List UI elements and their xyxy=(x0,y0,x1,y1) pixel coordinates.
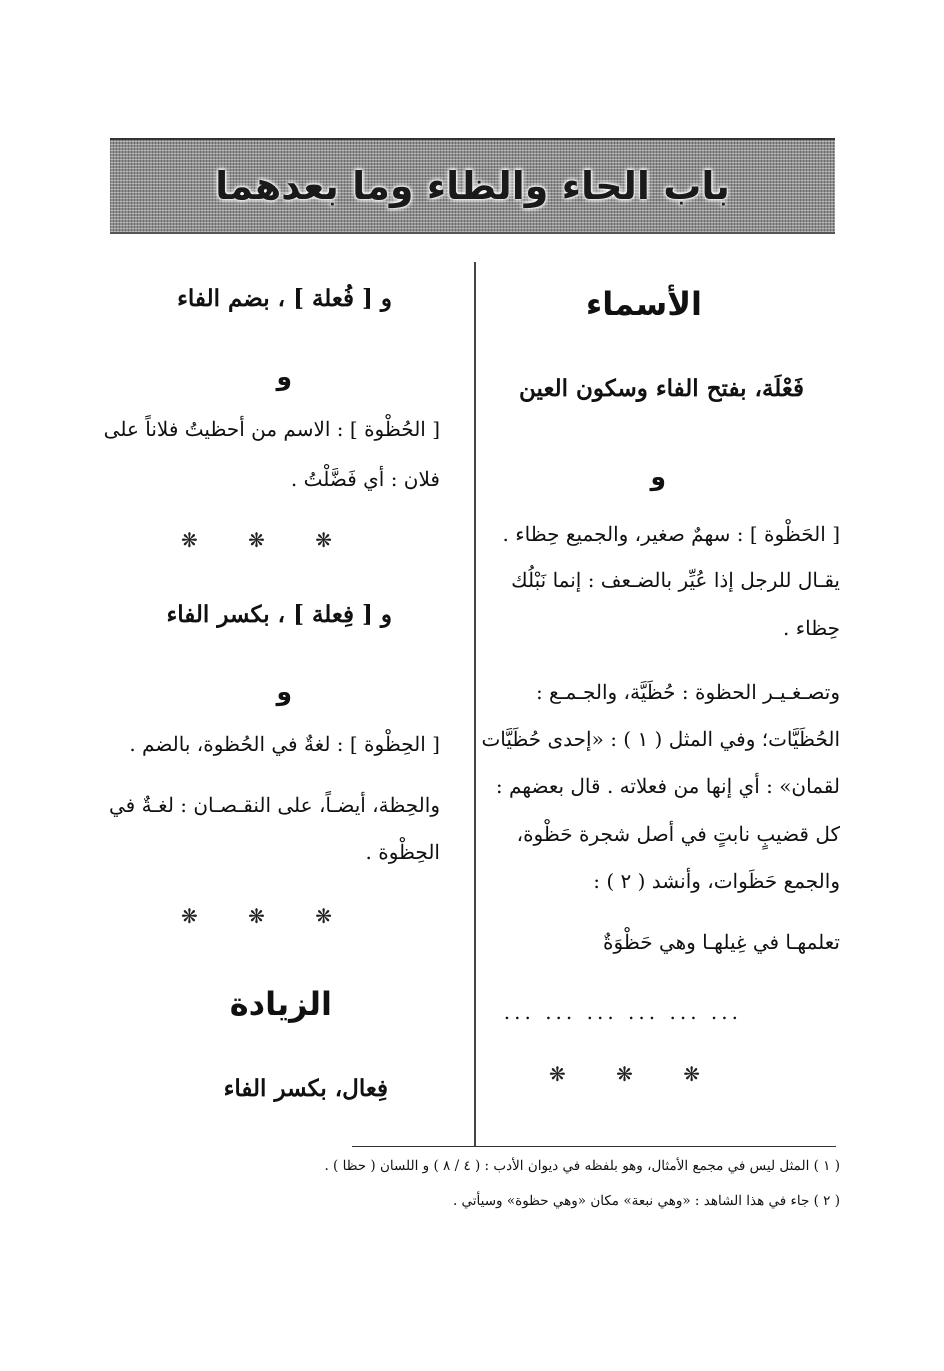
verse-line: تعلمهـا في غِيلهـا وهي حَظْوَةٌ xyxy=(603,930,840,954)
text-line: لقمان» : أي إنها من فعلاته . قال بعضهم : xyxy=(495,774,840,798)
section-separator-stars: ❋ ❋ ❋ xyxy=(549,1062,722,1086)
subheading-fila: و [ فِعلة ] ، بكسر الفاء xyxy=(166,601,392,628)
column-divider xyxy=(474,262,476,1147)
subheading-fula: و [ فُعلة ] ، بضم الفاء xyxy=(177,285,392,312)
section-separator-stars: ❋ ❋ ❋ xyxy=(181,528,354,552)
footnote-1: ( ١ ) المثل ليس في مجمع الأمثال، وهو بلفظه في ديوان الأدب : ( ٤ / ٨ ) و اللسان ( حظا ) . xyxy=(324,1158,840,1174)
text-line: الحِظْوة . xyxy=(365,840,440,864)
text-line: والجمع حَظَوات، وأنشد ( ٢ ) : xyxy=(593,869,840,893)
letter-waw: و xyxy=(276,362,292,391)
footnote-separator xyxy=(352,1146,836,1147)
letter-waw: و xyxy=(276,677,292,706)
text-line: [ الحَظْوة ] : سهمٌ صغير، والجميع حِظاء . xyxy=(502,522,840,546)
section-title-asmaa: الأسماء xyxy=(585,285,702,323)
section-separator-stars: ❋ ❋ ❋ xyxy=(181,904,354,928)
text-line: [ الحُظْوة ] : الاسم من أحظيتُ فلاناً على xyxy=(103,417,440,441)
text-line: فلان : أي فَضَّلْتُ . xyxy=(290,467,440,491)
text-line: حِظاء . xyxy=(783,616,840,640)
text-line: يقـال للرجل إذا عُيِّر بالضـعف : إنما نَبْلُك xyxy=(511,568,840,592)
letter-waw: و xyxy=(650,462,666,491)
section-title-ziyada: الزيادة xyxy=(229,985,332,1023)
subheading-fiaal: فِعال، بكسر الفاء xyxy=(223,1075,388,1102)
chapter-title: باب الحاء والظاء وما بعدهما xyxy=(215,164,730,208)
footnote-2: ( ٢ ) جاء في هذا الشاهد : «وهي نبعة» مكان «وهي حظوة» وسيأتي . xyxy=(452,1193,840,1209)
subheading-fala: فَعْلَة، بفتح الفاء وسكون العين xyxy=(519,375,804,402)
text-line: والحِظة، أيضـاً، على النقـصـان : لغـةٌ في xyxy=(109,793,440,817)
text-line: الحُظَيَّات؛ وفي المثل ( ١ ) : «إحدى حُظَيَّات xyxy=(481,727,840,751)
text-line: وتصـغـيـر الحظوة : حُظَيَّة، والجـمـع : xyxy=(535,680,840,704)
text-line: كل قضيبٍ نابتٍ في أصل شجرة حَظْوة، xyxy=(516,822,840,846)
verse-ellipsis: ... ... ... ... ... ... xyxy=(503,1000,742,1024)
chapter-banner xyxy=(110,138,835,234)
text-line: [ الحِظْوة ] : لغةٌ في الحُظوة، بالضم . xyxy=(129,732,440,756)
